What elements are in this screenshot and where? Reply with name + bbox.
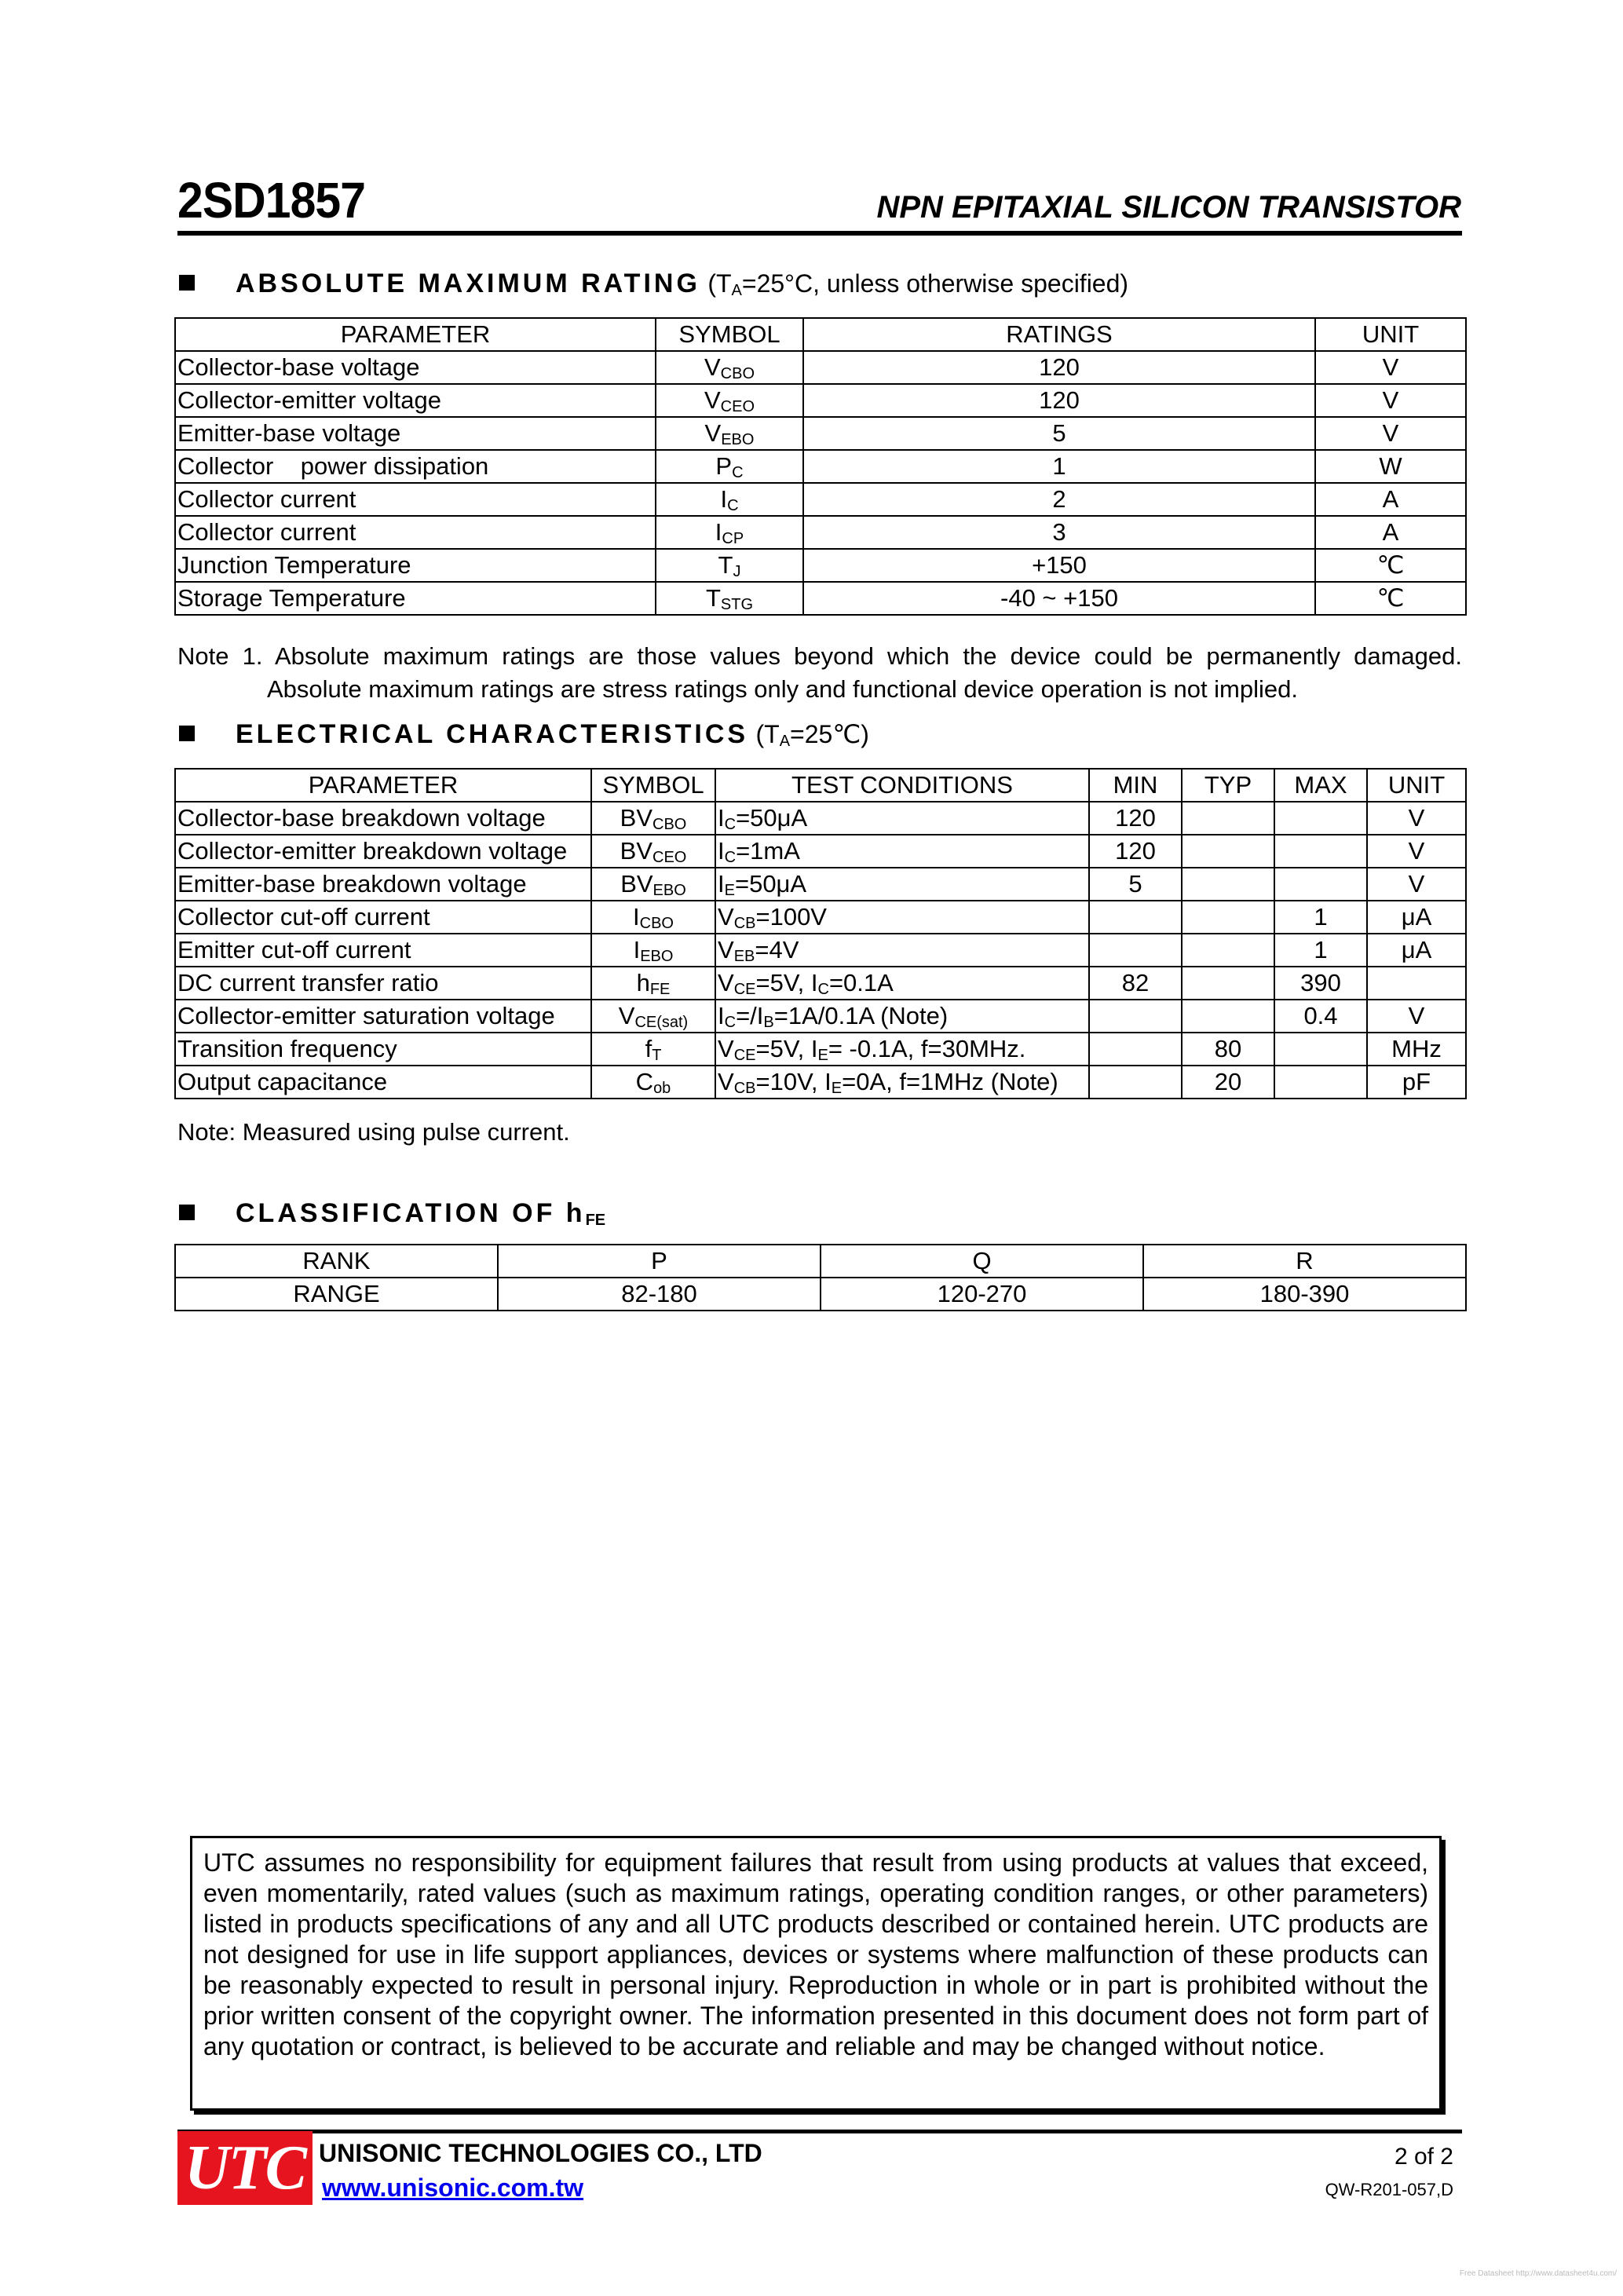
max-cell: 0.4 (1274, 1000, 1367, 1033)
company-name: UNISONIC TECHNOLOGIES CO., LTD (319, 2139, 762, 2167)
symbol-cell: $BV_{EBO}$ (591, 868, 715, 901)
symbol-cell: $T_{STG}$ (656, 582, 803, 615)
parameter-cell: Output capacitance (175, 1066, 591, 1099)
min-cell: 120 (1089, 802, 1182, 835)
section-condition: ($T_A=25^\circ C$, unless otherwise specified) (707, 269, 1129, 299)
symbol-cell: $I_{EBO}$ (591, 934, 715, 967)
table-row (175, 450, 1466, 483)
section-title: ABSOLUTE MAXIMUM RATING (236, 269, 700, 298)
abs-max-note-2: Absolute maximum ratings are stress ratings only and functional device operation is not implied. (267, 675, 1298, 703)
section-title: CLASSIFICATION OF h (236, 1198, 586, 1228)
range-cell: 82-180 (498, 1278, 821, 1311)
table-row (175, 868, 1466, 901)
section-condition: $(T_A=25℃)$ (755, 720, 869, 750)
max-cell: 1 (1274, 901, 1367, 934)
min-cell (1089, 1066, 1182, 1099)
page-number: 2 of 2 (1394, 2144, 1453, 2170)
symbol-cell: $BV_{CBO}$ (591, 802, 715, 835)
parameter-cell: Emitter-base breakdown voltage (175, 868, 591, 901)
rank-row (175, 1245, 1466, 1278)
section-title: ELECTRICAL CHARACTERISTICS (236, 719, 749, 749)
table-row (175, 1000, 1466, 1033)
column-header: PARAMETER (175, 318, 656, 351)
unit-cell: V (1367, 868, 1466, 901)
typ-cell (1182, 835, 1274, 868)
parameter-cell: Collector power dissipation (175, 450, 656, 483)
parameter-cell: Collector current (175, 516, 656, 549)
rating-cell: 5 (803, 417, 1315, 450)
symbol-cell: $V_{EBO}$ (656, 417, 803, 450)
unit-cell: V (1315, 351, 1466, 384)
rating-cell: 1 (803, 450, 1315, 483)
table-row (175, 483, 1466, 516)
symbol-cell: $BV_{CEO}$ (591, 835, 715, 868)
parameter-cell: Junction Temperature (175, 549, 656, 582)
parameter-cell: DC current transfer ratio (175, 967, 591, 1000)
min-cell (1089, 1033, 1182, 1066)
unit-cell: V (1315, 384, 1466, 417)
footer-rule (177, 2130, 1462, 2133)
typ-cell (1182, 901, 1274, 934)
table-row (175, 549, 1466, 582)
test-conditions-cell: $V_{EB}=4V$ (715, 934, 1089, 967)
parameter-cell: Collector-base voltage (175, 351, 656, 384)
min-cell (1089, 1000, 1182, 1033)
unit-cell: A (1315, 483, 1466, 516)
rank-cell: R (1143, 1245, 1466, 1278)
column-header: TEST CONDITIONS (715, 769, 1089, 802)
rating-cell: 2 (803, 483, 1315, 516)
unit-cell: V (1315, 417, 1466, 450)
test-conditions-cell: $V_{CE}=5V$, $I_C=0.1A$ (715, 967, 1089, 1000)
symbol-cell: $V_{CBO}$ (656, 351, 803, 384)
symbol-cell: $h_{FE}$ (591, 967, 715, 1000)
section-classification-heading: CLASSIFICATION OF $h_{FE}$ (179, 1198, 605, 1229)
min-cell: 5 (1089, 868, 1182, 901)
range-row (175, 1278, 1466, 1311)
document-code: QW-R201-057,D (1325, 2180, 1453, 2199)
symbol-cell: $f_T$ (591, 1033, 715, 1066)
table-row (175, 351, 1466, 384)
section-elec-heading (179, 719, 869, 750)
table-row (175, 835, 1466, 868)
symbol-cell: $I_{CBO}$ (591, 901, 715, 934)
unit-cell: A (1315, 516, 1466, 549)
typ-cell (1182, 1000, 1274, 1033)
unit-cell (1367, 967, 1466, 1000)
table-row (175, 1066, 1466, 1099)
parameter-cell: Transition frequency (175, 1033, 591, 1066)
typ-cell (1182, 802, 1274, 835)
table-row (175, 384, 1466, 417)
abs-max-table (174, 317, 1467, 616)
watermark: Free Datasheet http://www.datasheet4u.com/ (1459, 2269, 1617, 2278)
unit-cell: MHz (1367, 1033, 1466, 1066)
symbol-cell: $I_C$ (656, 483, 803, 516)
rating-cell: 120 (803, 384, 1315, 417)
elec-note: Note: Measured using pulse current. (177, 1118, 570, 1146)
table-row (175, 802, 1466, 835)
parameter-cell: Collector-emitter saturation voltage (175, 1000, 591, 1033)
symbol-cell: $I_{CP}$ (656, 516, 803, 549)
parameter-cell: Collector current (175, 483, 656, 516)
parameter-cell: Storage Temperature (175, 582, 656, 615)
rank-label-cell: RANK (175, 1245, 498, 1278)
part-number: 2SD1857 (177, 172, 366, 229)
abs-max-note-1: Note 1. Absolute maximum ratings are those values beyond which the device could be permanently damaged. (177, 642, 1462, 670)
max-cell: 390 (1274, 967, 1367, 1000)
unit-cell: ℃ (1315, 582, 1466, 615)
symbol-cell: $T_J$ (656, 549, 803, 582)
symbol-cell: $C_{ob}$ (591, 1066, 715, 1099)
website-link[interactable]: www.unisonic.com.tw (322, 2174, 584, 2202)
square-bullet-icon (179, 275, 195, 291)
typ-cell: 80 (1182, 1033, 1274, 1066)
rating-cell: 3 (803, 516, 1315, 549)
table-row (175, 901, 1466, 934)
electrical-characteristics-table (174, 768, 1467, 1099)
symbol-cell: $P_C$ (656, 450, 803, 483)
table-row (175, 934, 1466, 967)
column-header: MIN (1089, 769, 1182, 802)
parameter-cell: Collector-base breakdown voltage (175, 802, 591, 835)
test-conditions-cell: $V_{CB}=100V$ (715, 901, 1089, 934)
column-header: TYP (1182, 769, 1274, 802)
unit-cell: V (1367, 1000, 1466, 1033)
range-cell: 180-390 (1143, 1278, 1466, 1311)
rating-cell: +150 (803, 549, 1315, 582)
unit-cell: ℃ (1315, 549, 1466, 582)
unit-cell: μA (1367, 901, 1466, 934)
unit-cell: pF (1367, 1066, 1466, 1099)
section-abs-max-heading (179, 269, 1128, 299)
unit-cell: W (1315, 450, 1466, 483)
square-bullet-icon (179, 1205, 195, 1220)
table-row (175, 582, 1466, 615)
typ-cell (1182, 934, 1274, 967)
max-cell (1274, 1066, 1367, 1099)
typ-cell: 20 (1182, 1066, 1274, 1099)
table-row (175, 967, 1466, 1000)
typ-cell (1182, 868, 1274, 901)
rank-cell: P (498, 1245, 821, 1278)
rating-cell: -40 ~ +150 (803, 582, 1315, 615)
rating-cell: 120 (803, 351, 1315, 384)
parameter-cell: Collector-emitter breakdown voltage (175, 835, 591, 868)
symbol-cell: $V_{CE(sat)}$ (591, 1000, 715, 1033)
test-conditions-cell: $V_{CE}=5V$, $I_E= -0.1A$, f=30MHz. (715, 1033, 1089, 1066)
table-header-row (175, 318, 1466, 351)
min-cell: 82 (1089, 967, 1182, 1000)
rank-cell: Q (821, 1245, 1143, 1278)
range-label-cell: RANGE (175, 1278, 498, 1311)
column-header: SYMBOL (591, 769, 715, 802)
utc-logo: UTC (177, 2131, 313, 2205)
column-header: UNIT (1367, 769, 1466, 802)
test-conditions-cell: $I_C=/I_B=1A/0.1A$ (Note) (715, 1000, 1089, 1033)
min-cell (1089, 934, 1182, 967)
max-cell (1274, 835, 1367, 868)
max-cell (1274, 868, 1367, 901)
parameter-cell: Collector cut-off current (175, 901, 591, 934)
unit-cell: μA (1367, 934, 1466, 967)
test-conditions-cell: $I_C=50\mu A$ (715, 802, 1089, 835)
max-cell: 1 (1274, 934, 1367, 967)
parameter-cell: Collector-emitter voltage (175, 384, 656, 417)
column-header: RATINGS (803, 318, 1315, 351)
min-cell: 120 (1089, 835, 1182, 868)
unit-cell: V (1367, 835, 1466, 868)
typ-cell (1182, 967, 1274, 1000)
disclaimer-box: UTC assumes no responsibility for equipment failures that result from using products at values that exceed, even momentarily, rated values (such as maximum ratings, operating condition ranges, or other parameters) listed in products specifications of any and all UTC products described or contained herein. UTC products are not designed for use in life support appliances, devices or systems where malfunction of these products can be reasonably expected to result in personal injury. Reproduction in whole or in part is prohibited without the prior written consent of the copyright owner. The information presented in this document does not form part of any quotation or contract, is believed to be accurate and reliable and may be changed without notice. (190, 1836, 1442, 2111)
range-cell: 120-270 (821, 1278, 1143, 1311)
table-row (175, 417, 1466, 450)
square-bullet-icon (179, 726, 195, 741)
classification-table (174, 1244, 1467, 1311)
max-cell (1274, 802, 1367, 835)
column-header: UNIT (1315, 318, 1466, 351)
max-cell (1274, 1033, 1367, 1066)
unit-cell: V (1367, 802, 1466, 835)
parameter-cell: Emitter-base voltage (175, 417, 656, 450)
column-header: MAX (1274, 769, 1367, 802)
min-cell (1089, 901, 1182, 934)
test-conditions-cell: $I_C=1mA$ (715, 835, 1089, 868)
symbol-cell: $V_{CEO}$ (656, 384, 803, 417)
parameter-cell: Emitter cut-off current (175, 934, 591, 967)
column-header: PARAMETER (175, 769, 591, 802)
document-subtitle: NPN EPITAXIAL SILICON TRANSISTOR (876, 190, 1461, 225)
header-rule (177, 231, 1462, 236)
test-conditions-cell: $V_{CB}=10V$, $I_E=0A$, f=1MHz (Note) (715, 1066, 1089, 1099)
test-conditions-cell: $I_E=50\mu A$ (715, 868, 1089, 901)
table-header-row (175, 769, 1466, 802)
table-row (175, 1033, 1466, 1066)
table-row (175, 516, 1466, 549)
column-header: SYMBOL (656, 318, 803, 351)
